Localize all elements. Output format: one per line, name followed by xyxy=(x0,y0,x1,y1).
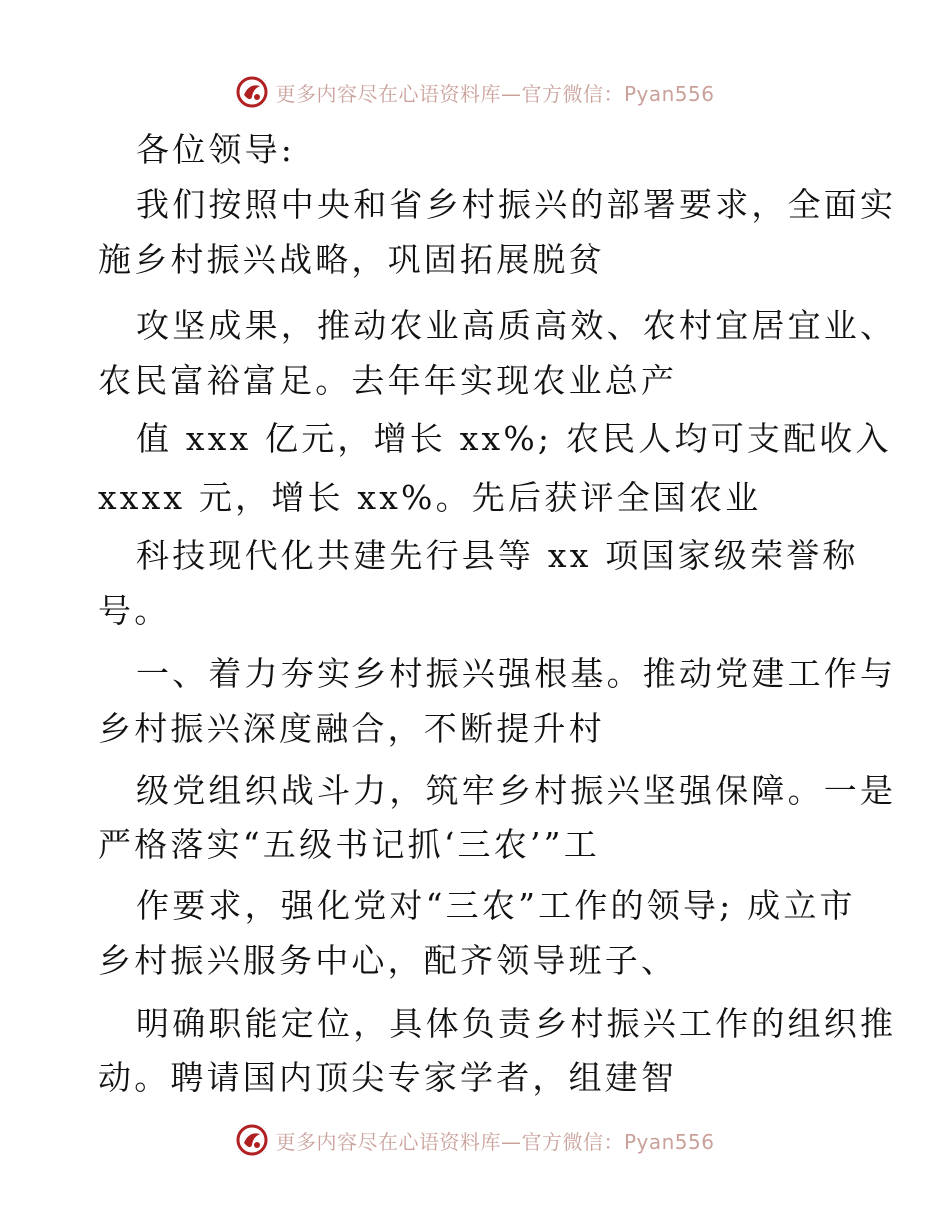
footer-watermark xyxy=(0,1120,950,1160)
swirl-logo-icon xyxy=(235,1123,269,1157)
text-line: 我们按照中央和省乡村振兴的部署要求，全面实 xyxy=(136,185,897,224)
text-line: 施乡村振兴战略，巩固拓展脱贫 xyxy=(98,240,605,279)
text-line: 严格落实“五级书记抓‘三农’”工 xyxy=(98,825,600,864)
text-line: 明确职能定位，具体负责乡村振兴工作的组织推 xyxy=(136,1004,897,1043)
text-line: 级党组织战斗力，筑牢乡村振兴坚强保障。一是 xyxy=(136,771,897,810)
watermark-brand: 更多内容尽在心语资料库 xyxy=(275,1129,501,1154)
text-line: 乡村振兴服务中心，配齐领导班子、 xyxy=(98,941,678,980)
text-line: 科技现代化共建先行县等 xx 项国家级荣誉称 xyxy=(136,536,859,575)
text-line: 农民富裕富足。去年年实现农业总产 xyxy=(98,361,678,400)
swirl-logo-icon xyxy=(235,75,269,109)
watermark-separator: — xyxy=(500,1129,522,1154)
text-line: 攻坚成果，推动农业高质高效、农村宜居宜业、 xyxy=(136,306,897,345)
watermark-account: 官方微信：Pyan556 xyxy=(521,81,715,106)
watermark-account: 官方微信：Pyan556 xyxy=(521,1129,715,1154)
text-line: 号。 xyxy=(98,591,171,630)
text-line: 动。聘请国内顶尖专家学者，组建智 xyxy=(98,1058,678,1097)
text-line: 一、着力夯实乡村振兴强根基。推动党建工作与 xyxy=(136,654,897,693)
text-line: xxxx 元，增长 xx%。先后获评全国农业 xyxy=(98,478,762,517)
watermark-brand: 更多内容尽在心语资料库 xyxy=(275,81,501,106)
text-line: 作要求，强化党对“三农”工作的领导; 成立市 xyxy=(136,886,856,925)
header-watermark xyxy=(0,72,950,112)
text-line: 乡村振兴深度融合，不断提升村 xyxy=(98,709,605,748)
text-line: 值 xxx 亿元，增长 xx%; 农民人均可支配收入 xyxy=(136,419,892,458)
watermark-separator: — xyxy=(500,81,522,106)
text-line: 各位领导: xyxy=(136,130,296,169)
